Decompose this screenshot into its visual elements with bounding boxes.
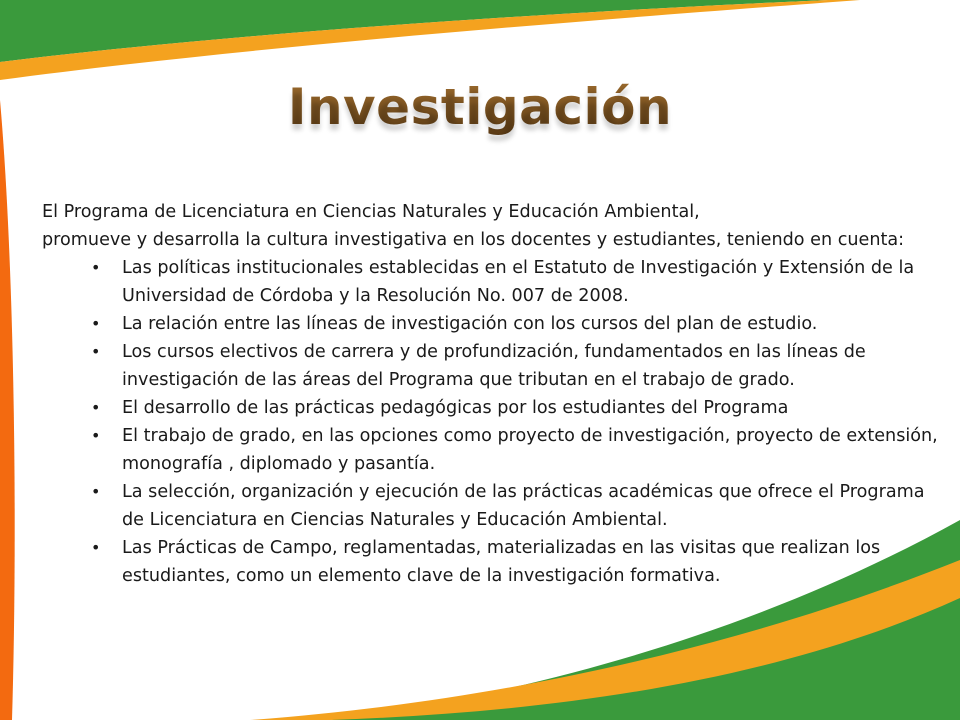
bullet-text: Las políticas institucionales establecidas en el Estatuto de Investigación y Extensión de la Universidad de Córdoba y la Resolución No. 007 de 2008. (122, 258, 915, 306)
bullet-icon: • (91, 538, 101, 557)
bullet-text: Las Prácticas de Campo, reglamentadas, materializadas en las visitas que realizan los estudiantes, como un elemento clave de la investigación formativa. (122, 538, 881, 586)
list-item (42, 478, 942, 534)
bullet-list (42, 254, 942, 590)
left-orange-band (0, 100, 15, 720)
bullet-text: Los cursos electivos de carrera y de profundización, fundamentados en las líneas de investigación de las áreas del Programa que tributan en el trabajo de grado. (122, 342, 866, 390)
intro-line-2: promueve y desarrolla la cultura investigativa en los docentes y estudiantes, teniendo en cuenta: (42, 230, 905, 250)
list-item (42, 394, 942, 422)
bullet-icon: • (91, 398, 101, 417)
bullet-icon: • (91, 258, 101, 277)
bullet-icon: • (91, 426, 101, 445)
slide-body (42, 198, 942, 590)
bullet-icon: • (91, 342, 101, 361)
list-item (42, 310, 942, 338)
list-item (42, 534, 942, 590)
bullet-text: El trabajo de grado, en las opciones como proyecto de investigación, proyecto de extensión, monografía , diplomado y pasantía. (122, 426, 938, 474)
bullet-text: El desarrollo de las prácticas pedagógicas por los estudiantes del Programa (122, 398, 789, 418)
list-item (42, 338, 942, 394)
bullet-icon: • (91, 482, 101, 501)
list-item (42, 422, 942, 478)
bullet-text: La relación entre las líneas de investigación con los cursos del plan de estudio. (122, 314, 818, 334)
intro-line-1: El Programa de Licenciatura en Ciencias Naturales y Educación Ambiental, (42, 202, 700, 222)
bullet-icon: • (91, 314, 101, 333)
list-item (42, 254, 942, 310)
bullet-text: La selección, organización y ejecución de las prácticas académicas que ofrece el Programa de Licenciatura en Ciencias Naturales y Educación Ambiental. (122, 482, 925, 530)
slide-title: Investigación (0, 78, 960, 136)
